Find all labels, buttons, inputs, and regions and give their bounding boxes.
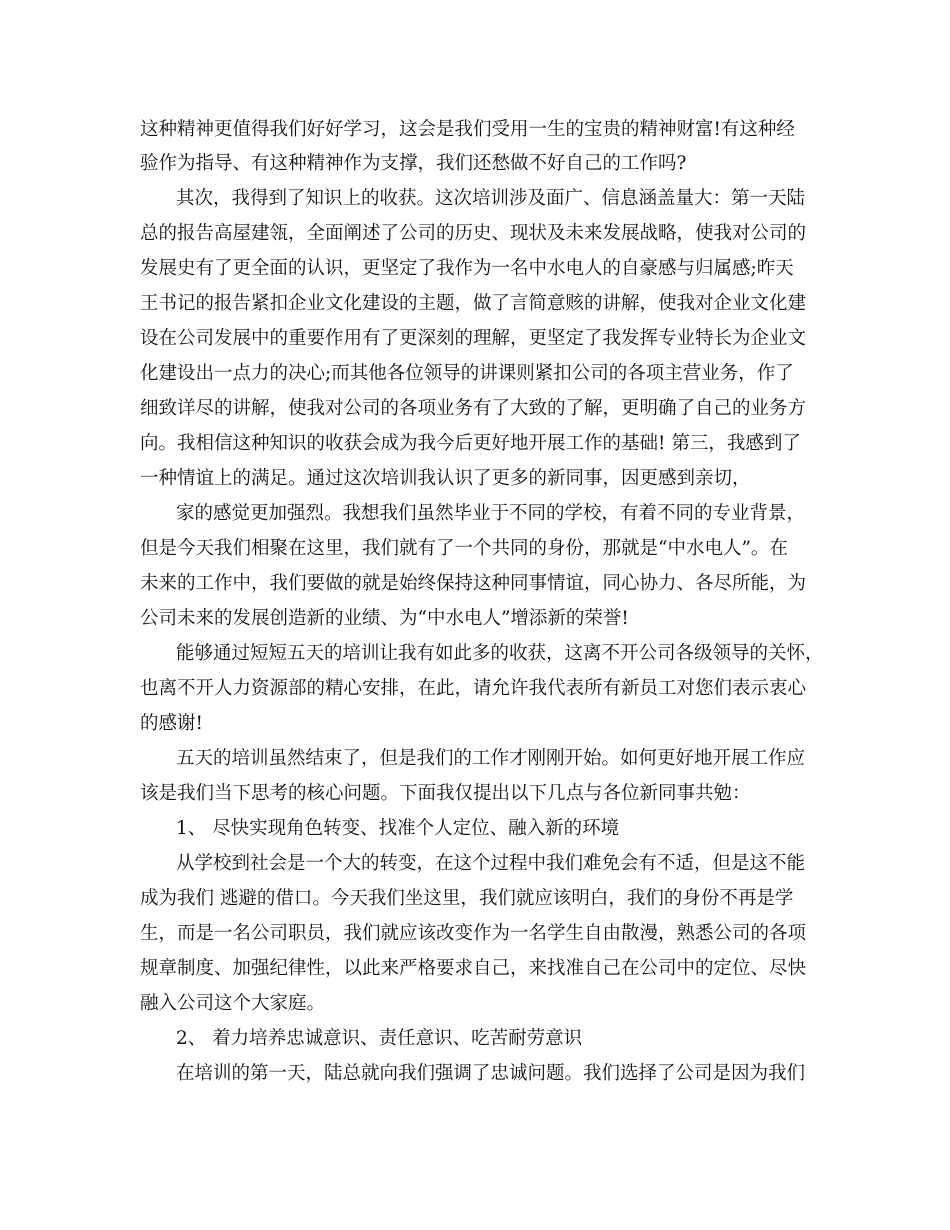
text-line: 设在公司发展中的重要作用有了更深刻的理解，更坚定了我发挥专业特长为企业文 <box>140 328 807 349</box>
text-line: 公司未来的发展创造新的业绩、为“中水电人”增添新的荣誉! <box>140 608 629 629</box>
paragraph-start: 其次，我得到了知识上的收获。这次培训涉及面广、信息涵盖量大：第一天陆 <box>176 188 806 209</box>
text-line: 王书记的报告紧扣企业文化建设的主题，做了言简意赅的讲解，使我对企业文化建 <box>140 293 807 314</box>
paragraph-start: 在培训的第一天，陆总就向我们强调了忠诚问题。我们选择了公司是因为我们 <box>176 1063 806 1084</box>
text-line: 但是今天我们相聚在这里，我们就有了一个共同的身份，那就是“中水电人”。在 <box>140 538 788 559</box>
text-line: 融入公司这个大家庭。 <box>140 993 326 1014</box>
text-line: 未来的工作中，我们要做的就是始终保持这种同事情谊，同心协力、各尽所能，为 <box>140 573 807 594</box>
text-line: 该是我们当下思考的核心问题。下面我仅提出以下几点与各位新同事共勉： <box>140 783 751 804</box>
text-line: 验作为指导、有这种精神作为支撑，我们还愁做不好自己的工作吗? <box>140 153 687 174</box>
text-line: 也离不开人力资源部的精心安排，在此，请允许我代表所有新员工对您们表示衷心 <box>140 678 807 699</box>
text-line: 成为我们 逃避的借口。今天我们坐这里，我们就应该明白，我们的身份不再是学 <box>140 888 794 909</box>
text-line: 发展史有了更全面的认识，更坚定了我作为一名中水电人的自豪感与归属感;昨天 <box>140 258 794 279</box>
text-line: 化建设出一点力的决心;而其他各位领导的讲课则紧扣公司的各项主营业务，作了 <box>140 363 794 384</box>
text-line: 生，而是一名公司职员，我们就应该改变作为一名学生自由散漫，熟悉公司的各项 <box>140 923 807 944</box>
paragraph-start: 能够通过短短五天的培训让我有如此多的收获，这离不开公司各级领导的关怀， <box>176 643 824 664</box>
text-line: 向。我相信这种知识的收获会成为我今后更好地开展工作的基础! 第三，我感到了 <box>140 433 801 454</box>
text-line: 的感谢! <box>140 713 203 734</box>
text-line: 总的报告高屋建瓴，全面阐述了公司的历史、现状及未来发展战略，使我对公司的 <box>140 223 807 244</box>
numbered-heading: 1、 尽快实现角色转变、找准个人定位、融入新的环境 <box>176 818 620 839</box>
paragraph-start: 家的感觉更加强烈。我想我们虽然毕业于不同的学校，有着不同的专业背景， <box>176 503 806 524</box>
paragraph-start: 从学校到社会是一个大的转变，在这个过程中我们难免会有不适，但是这不能 <box>176 853 806 874</box>
text-line: 细致详尽的讲解，使我对公司的各项业务有了大致的了解，更明确了自己的业务方 <box>140 398 807 419</box>
text-line: 一种情谊上的满足。通过这次培训我认识了更多的新同事，因更感到亲切， <box>140 468 751 489</box>
text-line: 规章制度、加强纪律性，以此来严格要求自己，来找准自己在公司中的定位、尽快 <box>140 958 807 979</box>
paragraph-start: 五天的培训虽然结束了，但是我们的工作才刚刚开始。如何更好地开展工作应 <box>176 748 806 769</box>
text-line: 这种精神更值得我们好好学习，这会是我们受用一生的宝贵的精神财富!有这种经 <box>140 119 795 140</box>
numbered-heading: 2、 着力培养忠诚意识、责任意识、吃苦耐劳意识 <box>176 1028 583 1049</box>
